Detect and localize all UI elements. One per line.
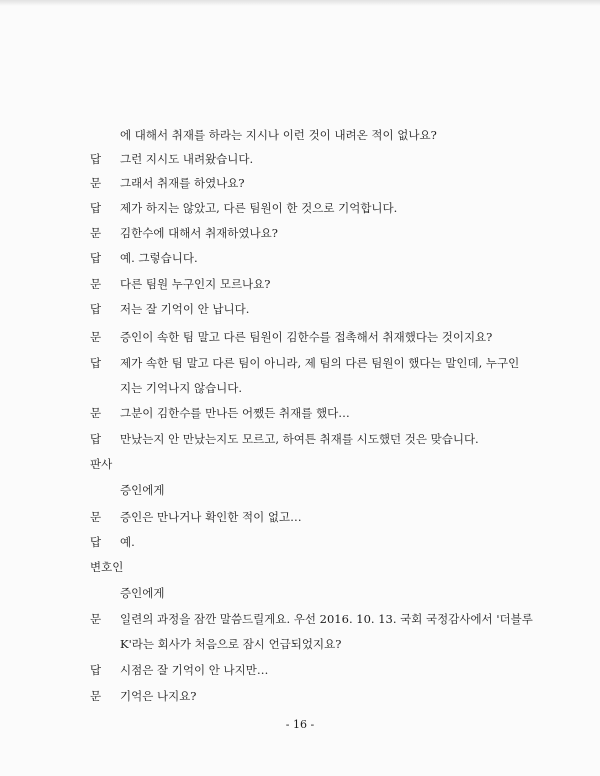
- transcript-line: 시점은 잘 기억이 안 나지만…: [120, 663, 269, 677]
- transcript-line: 증인은 만나거나 확인한 적이 없고…: [120, 510, 302, 524]
- speaker-label: 문: [90, 406, 102, 420]
- speaker-label: 문: [90, 176, 102, 190]
- speaker-label: 문: [90, 277, 102, 291]
- transcript-line: 지는 기억나지 않습니다.: [120, 381, 243, 395]
- speaker-label: 문: [90, 226, 102, 240]
- transcript-line: 다른 팀원 누구인지 모르나요?: [120, 277, 271, 291]
- speaker-label: 답: [90, 432, 102, 446]
- transcript-line: 예. 그렇습니다.: [120, 251, 198, 265]
- transcript-line: 제가 속한 팀 말고 다른 팀이 아니라, 제 팀의 다른 팀원이 했다는 말인데, 누구인: [120, 356, 520, 370]
- speaker-label: 문: [90, 510, 102, 524]
- speaker-label: 답: [90, 251, 102, 265]
- scan-edge: [0, 0, 600, 6]
- speaker-label: 문: [90, 330, 102, 344]
- transcript-line: 만났는지 안 만났는지도 모르고, 하여튼 취재를 시도했던 것은 맞습니다.: [120, 432, 479, 446]
- speaker-label: 답: [90, 663, 102, 677]
- transcript-line: 기억은 나지요?: [120, 689, 197, 703]
- transcript-line: 제가 하지는 않았고, 다른 팀원이 한 것으로 기억합니다.: [120, 201, 398, 215]
- transcript-line: 그분이 김한수를 만나든 어쨌든 취재를 했다…: [120, 406, 350, 420]
- speaker-label: 답: [90, 302, 102, 316]
- transcript-line: 일련의 과정을 잠깐 말씀드릴게요. 우선 2016. 10. 13. 국회 국정감사에서 '더블루: [120, 612, 533, 626]
- transcript-line: 김한수에 대해서 취재하였나요?: [120, 226, 278, 240]
- counsel-heading: 변호인: [90, 560, 124, 574]
- transcript-line: 에 대해서 취재를 하라는 지시나 이런 것이 내려온 적이 없나요?: [120, 128, 437, 142]
- speaker-label: 문: [90, 689, 102, 703]
- speaker-label: 답: [90, 356, 102, 370]
- speaker-label: 답: [90, 152, 102, 166]
- transcript-line: 저는 잘 기억이 안 납니다.: [120, 302, 250, 316]
- page-number: - 16 -: [285, 718, 315, 731]
- transcript-line: 그래서 취재를 하였나요?: [120, 176, 245, 190]
- judge-address: 증인에게: [120, 483, 165, 497]
- transcript-line: 예.: [120, 535, 135, 549]
- transcript-line: K'라는 회사가 처음으로 잠시 언급되었지요?: [120, 637, 342, 651]
- speaker-label: 답: [90, 535, 102, 549]
- speaker-label: 답: [90, 201, 102, 215]
- speaker-label: 문: [90, 612, 102, 626]
- transcript-line: 그런 지시도 내려왔습니다.: [120, 152, 254, 166]
- judge-heading: 판사: [90, 457, 113, 471]
- transcript-line: 증인이 속한 팀 말고 다른 팀원이 김한수를 접촉해서 취재했다는 것이지요?: [120, 330, 493, 344]
- counsel-address: 증인에게: [120, 586, 165, 600]
